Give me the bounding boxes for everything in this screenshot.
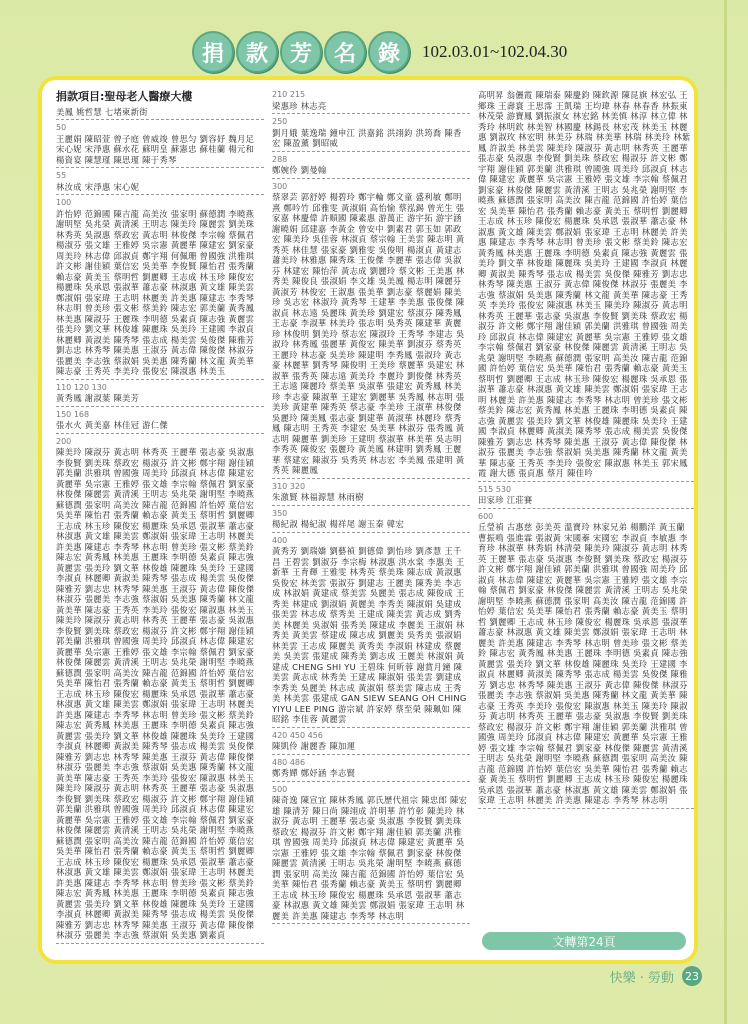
donor-names: 黃秀芳 劉瑞嬌 劉藝禎 劉德偉 劉怡珍 劉彥慧 王千昌 王碧雲 劉淑芬 李宗梅 林淑惠 洪水棠 李惠美 王新華 王育輝 王雅雯 林秀英 蔡美珠 陳志成 黃淑惠 吳俊宏 林美雲 張淑芬 劉建志 王麗美 陳秀美 李志成 林淑娟 黃建成 蔡美雲 吳麗美 張志成 陳俊成 王秀美 林建成 劉淑娟 黃麗美 李秀美 陳淑娟 吳建成 張美雲 林志成 蔡秀美 王建成 陳美雲 黃志成 劉秀美 林麗美 吳淑娟 張秀美 陳建成 李麗美 王淑娟 林秀美 黃美雲 蔡建成 陳志成 劉麗美 吳秀美 張淑娟 林美雲 王志成 陳麗美 黃秀美 李淑娟 林建成 蔡麗美 吳美雲 張建成 陳秀美 劉志成 王麗美 林淑娟 黃建成 CHENG SHI YU 王碧珠 何昕蓉 謝賞月鐘 陳美雲 黃志成 林秀美 王建成 陳淑娟 張美雲 劉建成 李秀美 吳麗美 林志成 黃淑娟 蔡美雲 陳志成 王秀美 林美雲 張建成 GAN SIEW SEANG OH CHING YIYU LEE PING 游宗斌 許家婷 蔡至榮 陳珮如 陳昭銘 李佳蓉 黃麗雲 <box>272 546 467 724</box>
donation-section <box>56 410 264 434</box>
donor-panel <box>38 76 698 964</box>
section-divider <box>272 781 470 782</box>
donation-amount: 400 <box>272 535 288 545</box>
section-divider <box>272 532 470 533</box>
donor-names: 田家珍 江莊賽 <box>478 495 533 505</box>
title-char: 芳 <box>280 31 322 73</box>
donation-section <box>56 123 264 168</box>
page-footer <box>610 966 702 986</box>
donation-section <box>56 171 264 195</box>
section-divider <box>272 505 470 506</box>
donor-names: 劉月娥 葉逸瑞 鐘申江 洪嘉銘 洪翊鈞 洪筠喬 陳香宏 陳盈薰 劉昭威 <box>272 127 462 148</box>
section-divider <box>272 923 470 924</box>
donation-amount: 480 486 <box>272 757 306 767</box>
donor-names: 梁惠珍 林志亮 <box>272 100 327 111</box>
donor-names: 高明昇 翁儷霞 陳瑞泰 陳慶鈞 陳欽源 陳昆旗 林宏弘 王鄉珠 王壽寰 王思霈 王凱瑞 王均瑋 林春 林春香 林振東 林茂榮 游寶鳳 劉振淑女 林宏銘 林美慎 林淳 林立偉 林秀玲 林明欽 林美智 林國慶 林錫長 林宏茂 林美玉 林麗惠 劉淑玫 林宏明 林美芬 林瑞 林美華 林瑞 林美玲 林紫鳳 許淑美 林美雲 陳美玲 陳淑芬 黃志明 林秀英 王麗華 張志豪 吳淑惠 李俊賢 劉美珠 蔡政宏 楊淑芬 許文彬 鄭宇翔 謝佳穎 郭美蘭 洪雅琪 曾國強 周美玲 邱淑貞 林志偉 陳建宏 黃麗華 吳宗憲 王雅婷 張文雄 李宗翰 蔡佩君 劉家豪 林俊傑 陳麗雲 黃清溪 王明志 吳兆榮 謝明堅 李曉燕 蘇德潤 張家明 高美汝 陳吉龍 范錦國 許怡婷 葉信宏 吳美華 陳怡君 張秀蘭 賴志豪 黃美玉 蔡明哲 劉麗卿 王志成 林玉珍 陳俊宏 楊麗珠 吳承恩 張淑華 蕭志豪 林淑惠 黃文雄 陳美雲 鄭淑娟 張家瑋 王志明 林麗美 許美惠 陳建志 李秀琴 林志明 曾美珍 張文彬 蔡美鈴 陳志宏 黃秀鳳 林美惠 王麗珠 李明德 吳素貞 陳志強 黃麗雲 張美玲 劉文華 林俊雄 陳麗珠 吳美玲 王建國 李淑貞 林麗卿 黃淑美 陳秀琴 張志成 楊美雲 吳俊傑 陳雅芳 劉志忠 林秀琴 陳美惠 王淑芬 黃志偉 陳俊傑 林淑芬 張麗美 李志強 蔡淑娟 吳美惠 陳秀蘭 林文龍 黃美華 陳志豪 王秀英 李美玲 張俊宏 陳淑惠 林美玉 陳美玲 陳淑芬 黃志明 林秀英 王麗華 張志豪 吳淑惠 李俊賢 劉美珠 蔡政宏 楊淑芬 許文彬 鄭宇翔 謝佳穎 郭美蘭 洪雅琪 曾國強 周美玲 邱淑貞 林志偉 陳建宏 黃麗華 吳宗憲 王雅婷 張文雄 李宗翰 蔡佩君 劉家豪 林俊傑 陳麗雲 黃清溪 王明志 吳兆榮 謝明堅 李曉燕 蘇德潤 張家明 高美汝 陳吉龍 范錦國 許怡婷 葉信宏 吳美華 陳怡君 張秀蘭 賴志豪 黃美玉 蔡明哲 劉麗卿 王志成 林玉珍 陳俊宏 楊麗珠 吳承恩 張淑華 蕭志豪 林淑惠 黃文雄 陳美雲 鄭淑娟 張家瑋 王志明 林麗美 許美惠 陳建志 李秀琴 林志明 曾美珍 張文彬 蔡美鈴 陳志宏 黃秀鳳 林美惠 王麗珠 李明德 吳素貞 陳志強 黃麗雲 張美玲 劉文華 林俊雄 陳麗珠 吳美玲 王建國 李淑貞 林麗卿 黃淑美 陳秀琴 張志成 楊美雲 吳俊傑 陳雅芳 劉志忠 林秀琴 陳美惠 王淑芬 黃志偉 陳俊傑 林淑芬 張麗美 李志強 蔡淑娟 吳美惠 陳秀蘭 林文龍 黃美華 陳志豪 王秀英 李美玲 張俊宏 陳淑惠 林美玉 郭宋鳳霞 謝大德 張貞惠 蔡月 陳佳吟 <box>478 90 691 478</box>
donor-names: 陳美玲 陳淑芬 黃志明 林秀英 王麗華 張志豪 吳淑惠 李俊賢 劉美珠 蔡政宏 楊淑芬 許文彬 鄭宇翔 謝佳穎 郭美蘭 洪雅琪 曾國強 周美玲 邱淑貞 林志偉 陳建宏 黃麗華 吳宗憲 王雅婷 張文雄 李宗翰 蔡佩君 劉家豪 林俊傑 陳麗雲 黃清溪 王明志 吳兆榮 謝明堅 李曉燕 蘇德潤 張家明 高美汝 陳吉龍 范錦國 許怡婷 葉信宏 吳美華 陳怡君 張秀蘭 賴志豪 黃美玉 蔡明哲 劉麗卿 王志成 林玉珍 陳俊宏 楊麗珠 吳承恩 張淑華 蕭志豪 林淑惠 黃文雄 陳美雲 鄭淑娟 張家瑋 王志明 林麗美 許美惠 陳建志 李秀琴 林志明 曾美珍 張文彬 蔡美鈴 陳志宏 黃秀鳳 林美惠 王麗珠 李明德 吳素貞 陳志強 黃麗雲 張美玲 劉文華 林俊雄 陳麗珠 吳美玲 王建國 李淑貞 林麗卿 黃淑美 陳秀琴 張志成 楊美雲 吳俊傑 陳雅芳 劉志忠 林秀琴 陳美惠 王淑芬 黃志偉 陳俊傑 林淑芬 張麗美 李志強 蔡淑娟 吳美惠 陳秀蘭 林文龍 黃美華 陳志豪 王秀英 李美玲 張俊宏 陳淑惠 林美玉 陳美玲 陳淑芬 黃志明 林秀英 王麗華 張志豪 吳淑惠 李俊賢 劉美珠 蔡政宏 楊淑芬 許文彬 鄭宇翔 謝佳穎 郭美蘭 洪雅琪 曾國強 周美玲 邱淑貞 林志偉 陳建宏 黃麗華 吳宗憲 王雅婷 張文雄 李宗翰 蔡佩君 劉家豪 林俊傑 陳麗雲 黃清溪 王明志 吳兆榮 謝明堅 李曉燕 蘇德潤 張家明 高美汝 陳吉龍 范錦國 許怡婷 葉信宏 吳美華 陳怡君 張秀蘭 賴志豪 黃美玉 蔡明哲 劉麗卿 王志成 林玉珍 陳俊宏 楊麗珠 吳承恩 張淑華 蕭志豪 林淑惠 黃文雄 陳美雲 鄭淑娟 張家瑋 王志明 林麗美 許美惠 陳建志 李秀琴 林志明 曾美珍 張文彬 蔡美鈴 陳志宏 黃秀鳳 林美惠 王麗珠 李明德 吳素貞 陳志強 黃麗雲 張美玲 劉文華 林俊雄 陳麗珠 吳美玲 王建國 李淑貞 林麗卿 黃淑美 陳秀琴 張志成 楊美雲 吳俊傑 陳雅芳 劉志忠 林秀琴 陳美惠 王淑芬 黃志偉 陳俊傑 林淑芬 張麗美 李志強 蔡淑娟 吳美惠 陳秀蘭 林文龍 黃美華 陳志豪 王秀英 李美玲 張俊宏 陳淑惠 林美玉 陳美玲 陳淑芬 黃志明 林秀英 王麗華 張志豪 吳淑惠 李俊賢 劉美珠 蔡政宏 楊淑芬 許文彬 鄭宇翔 謝佳穎 郭美蘭 洪雅琪 曾國強 周美玲 邱淑貞 林志偉 陳建宏 黃麗華 吳宗憲 王雅婷 張文雄 李宗翰 蔡佩君 劉家豪 林俊傑 陳麗雲 黃清溪 王明志 吳兆榮 謝明堅 李曉燕 蘇德潤 張家明 高美汝 陳吉龍 范錦國 許怡婷 葉信宏 吳美華 陳怡君 張秀蘭 賴志豪 黃美玉 蔡明哲 劉麗卿 王志成 林玉珍 陳俊宏 楊麗珠 吳承恩 張淑華 蕭志豪 林淑惠 黃文雄 陳美雲 鄭淑娟 張家瑋 王志明 林麗美 許美惠 陳建志 李秀琴 林志明 曾美珍 張文彬 蔡美鈴 陳志宏 黃秀鳳 林美惠 王麗珠 李明德 吳素貞 陳志強 黃麗雲 張美玲 劉文華 林俊雄 陳麗珠 吳美玲 王建國 李淑貞 林麗卿 黃淑美 陳秀琴 張志成 楊美雲 吳俊傑 陳雅芳 劉志忠 林秀琴 陳美惠 王淑芬 黃志偉 陳俊傑 林淑芬 張麗美 李志強 蔡淑娟 吳美惠 劉素貞 <box>56 447 255 940</box>
donation-amount: 55 <box>56 171 67 180</box>
page-title <box>192 30 567 74</box>
date-range: 102.03.01~102.04.30 <box>422 42 568 61</box>
donor-names: 楊紀淑 楊紀淑 楊祥尾 謝玉秦 韓宏 <box>272 519 405 529</box>
title-char: 錄 <box>368 31 410 73</box>
donor-names: 鄭婉伶 劉曼翰 <box>272 165 327 175</box>
donation-amount: 100 <box>56 198 72 207</box>
donor-names: 林汝成 宋淨惠 宋心妮 <box>56 181 140 192</box>
section-divider <box>478 808 694 809</box>
project-title: 捐款項目:聖母老人醫療大樓 <box>56 90 193 103</box>
donation-section <box>272 182 470 479</box>
donor-names: 鄭秀嬋 鄭妤涵 李志賢 <box>272 768 356 778</box>
donation-amount: 200 <box>56 436 72 446</box>
donation-section <box>478 512 694 809</box>
donor-names: 蔡翠芸 郭舒婷 楊碧玲 鄭宇輪 鄭文童 盛利敏 鄭明熹 鄭吟竹 邱雅雯 黃淑娟 高怡愉 蔡泓錫 曾光生 張家嘉 林慶偉 許順國 陳素惠 游萬正 游宇拓 游宇涵 謝曉娟 邱建嘉 李黃金 曾安中 劉素君 郭玉如 郭政宏 陳美玲 吳佳蓉 林淑貞 蔡宗翰 王美雲 陳志明 黃秀英 林佳慧 張家豪 劉雅雯 吳俊明 楊淑貞 黃建志 蕭美玲 林雅惠 陳秀珠 王俊傑 李麗華 張志偉 吳淑芬 林建宏 陳怡萍 黃志成 劉麗玲 蔡文彬 王美惠 林秀美 陳俊良 張淑娟 李文雄 吳美鳳 楊志明 陳麗芬 黃淑芳 林俊宏 王淑惠 張美華 劉志豪 蔡麗娟 陳美珍 吳志宏 林淑玲 黃秀琴 王建華 李美惠 張俊傑 陳淑貞 林志遠 吳麗珠 黃美珍 劉建宏 蔡淑芬 陳秀鳳 王志豪 李淑華 林美玲 張志明 吳秀英 陳建華 黃麗珍 林俊明 劉美玲 蔡志宏 陳淑玲 王秀琴 李建志 吳淑玲 林秀鳳 張麗華 黃俊宏 陳美華 劉淑芬 蔡秀英 王麗玲 林志豪 吳美珍 陳建明 李秀鳳 張淑玲 黃志豪 林麗華 劉秀琴 陳俊明 王美珍 蔡麗華 吳建宏 林淑華 張秀英 陳志遠 黃美玲 李麗玲 劉俊傑 林秀英 王志遠 陳麗玲 蔡美華 吳淑華 張建宏 黃秀鳳 林美珍 李志豪 陳淑華 王建宏 劉麗華 吳秀鳳 林志明 張美珍 黃建華 陳秀英 蔡志豪 李美珍 王淑華 林俊傑 吳麗玲 陳美鳳 張志豪 劉建華 黃淑華 林麗玲 蔡秀鳳 陳志明 王秀英 李建宏 吳美華 林淑芬 張秀鳳 黃志明 陳麗華 劉美珍 王建明 蔡淑華 林美華 吳志明 李秀英 陳俊宏 張麗玲 黃美鳳 林建明 劉秀鳳 王麗華 蔡建宏 陳淑芬 吳秀英 林志宏 李美鳳 張建明 黃秀英 陳麗鳳 <box>272 192 465 475</box>
section-divider <box>56 406 264 407</box>
section-divider <box>56 943 264 944</box>
donation-section <box>272 117 470 152</box>
magazine-name: 快樂 · 勞動 <box>609 970 674 986</box>
donation-section <box>272 785 470 925</box>
donation-amount: 150 168 <box>56 409 90 419</box>
donor-names: 丘瑩禎 古惠慈 彭美英 溫寶玲 林家兄弟 楊鵬洋 黃玉蘭 曹振鳴 張進霖 張淑黃 宋國蓁 宋國宏 李淑貞 李敏惠 李育珍 林淑華 林秀娟 林清榮 陳美玲 陳淑芬 黃志明 林秀英 王麗華 張志豪 吳淑惠 李俊賢 劉美珠 蔡政宏 楊淑芬 許文彬 鄭宇翔 謝佳穎 郭美蘭 洪雅琪 曾國強 周美玲 邱淑貞 林志偉 陳建宏 黃麗華 吳宗憲 王雅婷 張文雄 李宗翰 蔡佩君 劉家豪 林俊傑 陳麗雲 黃清溪 王明志 吳兆榮 謝明堅 李曉燕 蘇德潤 張家明 高美汝 陳吉龍 范錦國 許怡婷 葉信宏 吳美華 陳怡君 張秀蘭 賴志豪 黃美玉 蔡明哲 劉麗卿 王志成 林玉珍 陳俊宏 楊麗珠 吳承恩 張淑華 蕭志豪 林淑惠 黃文雄 陳美雲 鄭淑娟 張家瑋 王志明 林麗美 許美惠 陳建志 李秀琴 林志明 曾美珍 張文彬 蔡美鈴 陳志宏 黃秀鳳 林美惠 王麗珠 李明德 吳素貞 陳志強 黃麗雲 張美玲 劉文華 林俊雄 陳麗珠 吳美玲 王建國 李淑貞 林麗卿 黃淑美 陳秀琴 張志成 楊美雲 吳俊傑 陳雅芳 劉志忠 林秀琴 陳美惠 王淑芬 黃志偉 陳俊傑 林淑芬 張麗美 李志強 蔡淑娟 吳美惠 陳秀蘭 林文龍 黃美華 陳志豪 王秀英 李美玲 張俊宏 陳淑惠 林美玉 陳美玲 陳淑芬 黃志明 林秀英 王麗華 張志豪 吳淑惠 李俊賢 劉美珠 蔡政宏 楊淑芬 許文彬 鄭宇翔 謝佳穎 郭美蘭 洪雅琪 曾國強 周美玲 邱淑貞 林志偉 陳建宏 黃麗華 吳宗憲 王雅婷 張文雄 李宗翰 蔡佩君 劉家豪 林俊傑 陳麗雲 黃清溪 王明志 吳兆榮 謝明堅 李曉燕 蘇德潤 張家明 高美汝 陳吉龍 范錦國 許怡婷 葉信宏 吳美華 陳怡君 張秀蘭 賴志豪 黃美玉 蔡明哲 劉麗卿 王志成 林玉珍 陳俊宏 楊麗珠 吳承恩 張淑華 蕭志豪 林淑惠 黃文雄 陳美雲 鄭淑娟 張家瑋 王志明 林麗美 許美惠 陳建志 李秀琴 林志明 <box>478 522 688 805</box>
donor-names: 陳凱伶 謝麗香 陳加運 <box>272 741 356 751</box>
title-char: 名 <box>324 31 366 73</box>
donor-names: 許怡婷 范錦國 陳吉龍 高美汝 張家明 蘇德潤 李曉燕 謝明堅 吳兆榮 黃清溪 王明志 陳美玲 陳麗雲 劉美珠 林秀英 吳淑惠 蔡政宏 黃志明 林俊傑 李宗翰 蔡佩君 楊淑芬 張文雄 王雅婷 吳宗憲 黃麗華 陳建宏 劉家豪 周美玲 林志偉 邱淑貞 鄭宇翔 何佩珊 曾國強 洪雅琪 許文彬 謝佳穎 葉信宏 吳美華 李俊賢 陳怡君 張秀蘭 賴志豪 黃美玉 蔡明哲 劉麗卿 王志成 林玉珍 陳俊宏 楊麗珠 吳承恩 張淑華 蕭志豪 林淑惠 黃文雄 陳美雲 鄭淑娟 張家瑋 王志明 林麗美 許美惠 陳建志 李秀琴 林志明 曾美珍 張文彬 蔡美鈴 陳志宏 郭美蘭 黃秀鳳 林美惠 陳淑芬 王麗珠 李明德 吳素貞 陳志強 黃麗雲 張美玲 劉文華 林俊雄 陳麗珠 吳美玲 王建國 李淑貞 林麗卿 黃淑美 陳秀琴 張志成 楊美雲 吳俊傑 陳雅芳 劉志忠 林秀琴 陳美惠 王淑芬 黃志偉 陳俊傑 林淑芬 張麗美 李志強 蔡淑娟 吳美惠 陳秀蘭 林文龍 黃美華 陳志豪 王秀英 李美玲 張俊宏 陳淑惠 林美玉 <box>56 208 255 376</box>
donation-section <box>272 482 470 506</box>
section-divider <box>272 151 470 152</box>
page-number: 23 <box>682 966 702 986</box>
donation-section <box>272 536 470 728</box>
section-divider <box>272 754 470 755</box>
donor-names: 王麗娟 陳昭萱 曾子庭 曾威竣 曾思匀 劉容妤 魏月足 宋心妮 宋淨惠 蘇水花 蘇明皇 蘇憲忠 蘇桂蘭 楊元和 楊資宴 陳慧瑾 陳思瑾 陳于秀琴 <box>56 133 255 165</box>
section-divider <box>56 433 264 434</box>
donation-section <box>56 107 264 121</box>
section-divider <box>478 508 694 509</box>
donor-names: 張水火 黃美嘉 林佳冠 游仁傑 <box>56 420 168 430</box>
donation-amount: 288 <box>272 154 288 164</box>
donor-names: 朱激賢 林福源慧 林雨樹 <box>272 492 364 502</box>
donation-amount: 420 450 456 <box>272 730 323 740</box>
donation-amount: 515 530 <box>478 484 512 494</box>
donor-names: 陳奇逸 陳宣宜 陳林秀鳳 郭氏歷代祖宗 陳忠郎 陳宏雄 陳清芳 陳日尚 陳翊成 許明華 許竹彰 陳美玲 林淑芬 黃志明 王麗華 張志豪 吳淑惠 李俊賢 劉美珠 蔡政宏 楊淑芬 許文彬 鄭宇翔 謝佳穎 郭美蘭 洪雅琪 曾國強 周美玲 邱淑貞 林志偉 陳建宏 黃麗華 吳宗憲 王雅婷 張文雄 李宗翰 蔡佩君 劉家豪 林俊傑 陳麗雲 黃清溪 王明志 吳兆榮 謝明堅 李曉燕 蘇德潤 張家明 高美汝 陳吉龍 范錦國 許怡婷 葉信宏 吳美華 陳怡君 張秀蘭 賴志豪 黃美玉 蔡明哲 劉麗卿 王志成 林玉珍 陳俊宏 楊麗珠 吳承恩 張淑華 蕭志豪 林淑惠 黃文雄 陳美雲 鄭淑娟 張家瑋 王志明 林麗美 許美惠 陳建志 李秀琴 林志明 <box>272 795 468 921</box>
donation-section <box>56 437 264 944</box>
section-divider <box>272 113 470 114</box>
section-divider <box>272 178 470 179</box>
section-divider <box>272 478 470 479</box>
donation-section <box>478 485 694 509</box>
donation-section <box>56 198 264 380</box>
section-divider <box>272 727 470 728</box>
section-divider <box>478 481 694 482</box>
section-divider <box>56 167 264 168</box>
title-char: 捐 <box>192 31 234 73</box>
donation-amount: 50 <box>56 123 67 132</box>
donation-section <box>272 758 470 782</box>
donation-amount: 500 <box>272 784 288 794</box>
donor-names: 黃秀鳳 謝淑葉 陳美芳 <box>56 393 140 403</box>
donation-amount: 210 215 <box>272 90 306 99</box>
donation-section <box>56 383 264 407</box>
donation-section <box>478 90 694 482</box>
section-divider <box>56 379 264 380</box>
section-divider <box>56 119 264 120</box>
page-edge-line <box>724 0 727 1024</box>
donation-amount: 300 <box>272 181 288 191</box>
donation-section <box>272 731 470 755</box>
column-1 <box>56 88 264 947</box>
column-2 <box>272 88 470 927</box>
title-char: 款 <box>236 31 278 73</box>
donation-amount: 250 <box>272 117 288 126</box>
donation-amount: 600 <box>478 511 494 521</box>
section-divider <box>56 194 264 195</box>
donation-amount: 310 320 <box>272 481 306 491</box>
donation-amount: 110 120 130 <box>56 382 107 392</box>
donor-names: 美鳳 姚哲慧 七堵柬新街 <box>56 106 148 117</box>
donation-section <box>272 509 470 533</box>
continued-badge: 文轉第24頁 <box>482 932 686 950</box>
donation-section <box>272 155 470 179</box>
column-3 <box>478 88 694 812</box>
donation-amount: 350 <box>272 508 288 518</box>
donation-section <box>272 90 470 114</box>
